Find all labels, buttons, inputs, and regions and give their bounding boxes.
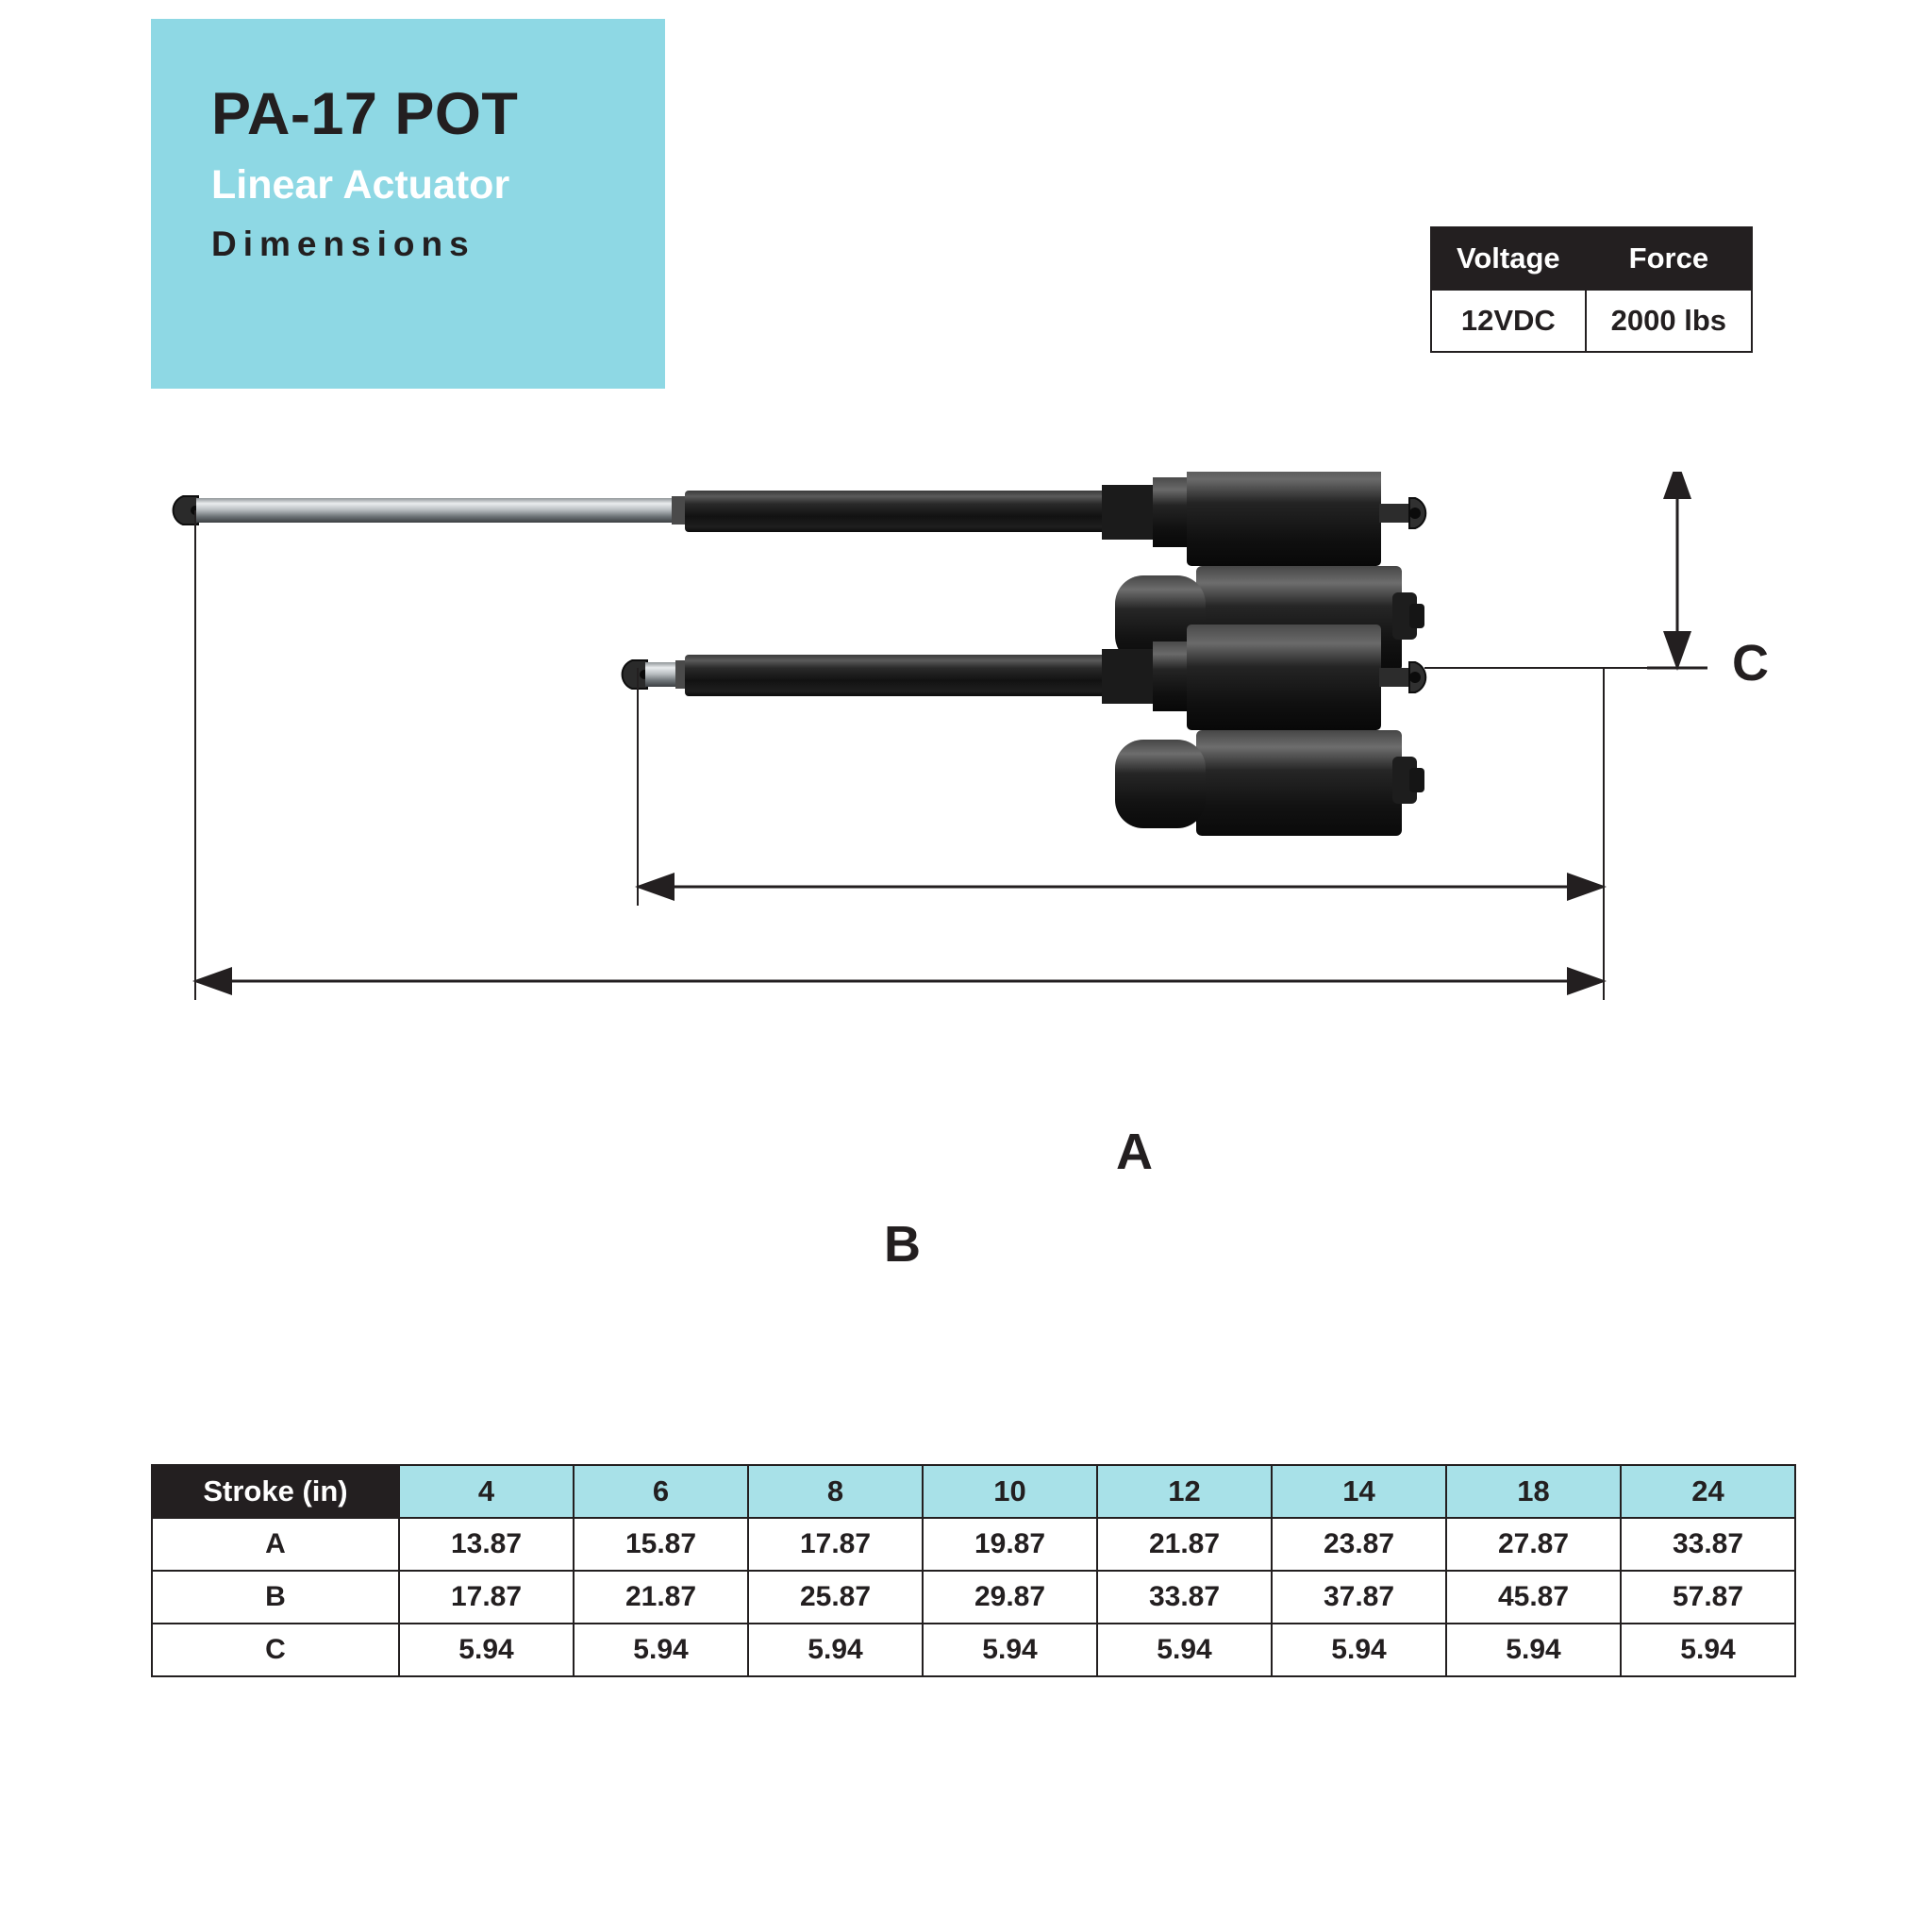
table-row: [152, 1571, 1795, 1624]
product-section-label: Dimensions: [211, 225, 475, 263]
cell-a-2: 17.87: [748, 1518, 923, 1571]
stroke-dimensions-table: [151, 1464, 1796, 1677]
row-label-a: A: [152, 1518, 399, 1571]
stroke-header-6: 18: [1446, 1465, 1621, 1518]
cell-a-0: 13.87: [399, 1518, 574, 1571]
dimension-line-c: [1424, 472, 1707, 668]
spec-header-voltage: Voltage: [1431, 227, 1586, 290]
cell-b-7: 57.87: [1621, 1571, 1795, 1624]
stroke-header-5: 14: [1272, 1465, 1446, 1518]
cell-b-0: 17.87: [399, 1571, 574, 1624]
spec-table-value-row: [1431, 290, 1752, 352]
cell-b-6: 45.87: [1446, 1571, 1621, 1624]
spec-header-force: Force: [1586, 227, 1752, 290]
actuator-diagram-svg: [0, 472, 1932, 1321]
stroke-header-7: 24: [1621, 1465, 1795, 1518]
cell-b-5: 37.87: [1272, 1571, 1446, 1624]
product-title: PA-17 POT: [211, 81, 519, 147]
dimension-label-b: B: [884, 1216, 921, 1273]
cell-a-6: 27.87: [1446, 1518, 1621, 1571]
cell-c-0: 5.94: [399, 1624, 574, 1676]
table-row: [152, 1518, 1795, 1571]
cell-c-4: 5.94: [1097, 1624, 1272, 1676]
bottom-actuator-group: [623, 625, 1426, 836]
cell-c-7: 5.94: [1621, 1624, 1795, 1676]
table-row: [152, 1624, 1795, 1676]
stroke-header-1: 6: [574, 1465, 748, 1518]
cell-c-5: 5.94: [1272, 1624, 1446, 1676]
cell-b-4: 33.87: [1097, 1571, 1272, 1624]
cell-a-5: 23.87: [1272, 1518, 1446, 1571]
stroke-header-3: 10: [923, 1465, 1097, 1518]
cell-c-1: 5.94: [574, 1624, 748, 1676]
product-subtitle: Linear Actuator: [211, 162, 510, 208]
title-block: [151, 19, 665, 389]
cell-a-4: 21.87: [1097, 1518, 1272, 1571]
cell-c-3: 5.94: [923, 1624, 1097, 1676]
stroke-header-4: 12: [1097, 1465, 1272, 1518]
cell-a-7: 33.87: [1621, 1518, 1795, 1571]
dimension-label-c: C: [1732, 635, 1769, 691]
stroke-header-2: 8: [748, 1465, 923, 1518]
stroke-table-header-row: [152, 1465, 1795, 1518]
spec-table-header-row: [1431, 227, 1752, 290]
cell-b-1: 21.87: [574, 1571, 748, 1624]
actuator-diagram: [0, 472, 1932, 1321]
stroke-header-0: 4: [399, 1465, 574, 1518]
spec-value-voltage: 12VDC: [1431, 290, 1586, 352]
cell-b-2: 25.87: [748, 1571, 923, 1624]
cell-c-2: 5.94: [748, 1624, 923, 1676]
row-label-c: C: [152, 1624, 399, 1676]
spec-table: [1430, 226, 1753, 353]
cell-a-3: 19.87: [923, 1518, 1097, 1571]
diagram-graphics: [174, 472, 1707, 1000]
row-label-b: B: [152, 1571, 399, 1624]
stroke-table-corner-label: Stroke (in): [152, 1465, 399, 1518]
dimension-label-a: A: [1116, 1124, 1153, 1180]
cell-c-6: 5.94: [1446, 1624, 1621, 1676]
cell-a-1: 15.87: [574, 1518, 748, 1571]
cell-b-3: 29.87: [923, 1571, 1097, 1624]
spec-value-force: 2000 lbs: [1586, 290, 1752, 352]
